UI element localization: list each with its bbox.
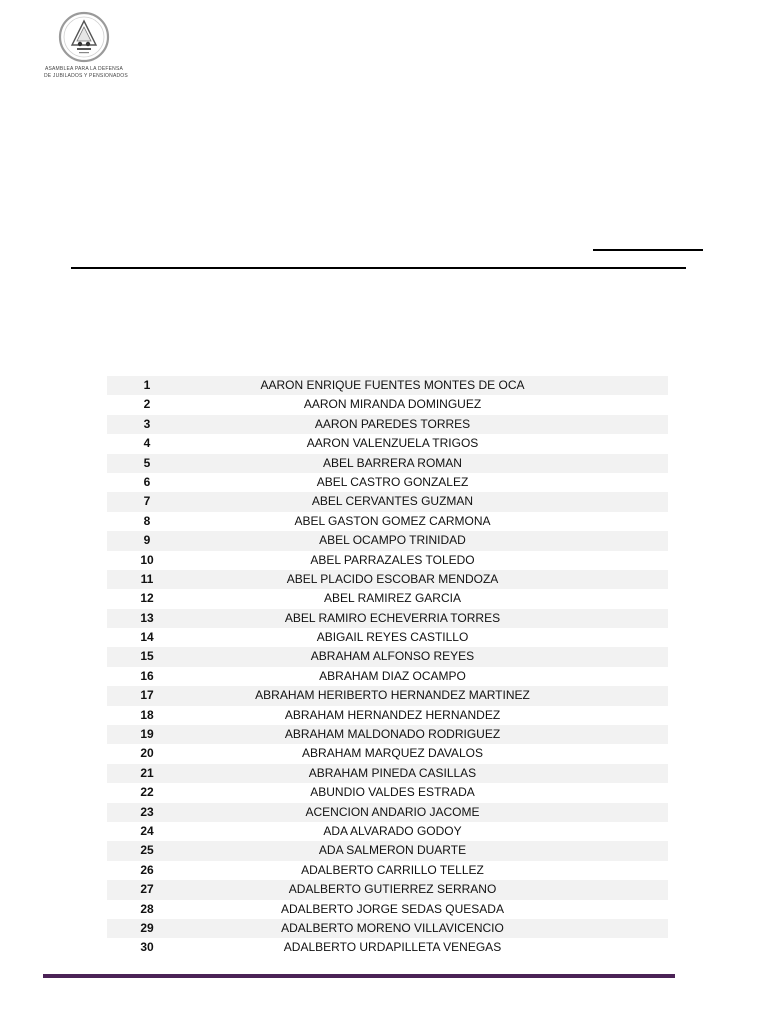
list-row bbox=[107, 570, 668, 589]
long-horizontal-rule bbox=[71, 267, 686, 269]
row-number: 9 bbox=[143, 533, 151, 548]
list-row bbox=[107, 551, 668, 570]
row-number: 24 bbox=[140, 823, 154, 838]
row-number: 25 bbox=[140, 843, 154, 858]
row-number: 22 bbox=[140, 785, 154, 800]
row-number: 7 bbox=[143, 494, 151, 509]
logo-text-line-2: DE JUBILADOS Y PENSIONADOS bbox=[44, 73, 128, 79]
row-number: 6 bbox=[143, 474, 151, 489]
organization-logo bbox=[44, 10, 128, 84]
row-number: 21 bbox=[140, 765, 154, 780]
list-row bbox=[107, 454, 668, 473]
row-name: AARON MIRANDA DOMINGUEZ bbox=[303, 397, 482, 412]
row-number: 3 bbox=[143, 416, 151, 431]
row-number: 27 bbox=[140, 882, 154, 897]
row-name: AARON PAREDES TORRES bbox=[314, 416, 471, 431]
list-row bbox=[107, 512, 668, 531]
row-name: ABEL OCAMPO TRINIDAD bbox=[319, 533, 466, 548]
list-row bbox=[107, 919, 668, 938]
row-number: 8 bbox=[143, 513, 151, 528]
row-name: ABRAHAM MARQUEZ DAVALOS bbox=[302, 746, 483, 761]
row-number: 17 bbox=[140, 688, 154, 703]
list-row bbox=[107, 531, 668, 550]
row-name: ADALBERTO CARRILLO TELLEZ bbox=[301, 862, 484, 877]
row-name: ABEL PLACIDO ESCOBAR MENDOZA bbox=[286, 571, 499, 586]
name-list bbox=[107, 376, 668, 958]
row-name: AARON ENRIQUE FUENTES MONTES DE OCA bbox=[260, 378, 525, 392]
row-number: 13 bbox=[140, 610, 154, 625]
list-row bbox=[107, 822, 668, 841]
row-number: 2 bbox=[143, 397, 151, 412]
row-number: 19 bbox=[140, 727, 154, 742]
row-name: ABRAHAM DIAZ OCAMPO bbox=[319, 668, 466, 683]
row-name: ADALBERTO GUTIERREZ SERRANO bbox=[288, 882, 497, 897]
row-name: ABEL GASTON GOMEZ CARMONA bbox=[294, 513, 491, 528]
list-row bbox=[107, 609, 668, 628]
row-name: ACENCION ANDARIO JACOME bbox=[305, 804, 480, 819]
row-number: 1 bbox=[143, 378, 151, 392]
list-row bbox=[107, 376, 668, 395]
list-row bbox=[107, 686, 668, 705]
row-number: 14 bbox=[140, 630, 154, 645]
row-name: ABUNDIO VALDES ESTRADA bbox=[310, 785, 475, 800]
row-number: 10 bbox=[140, 552, 154, 567]
row-number: 4 bbox=[143, 436, 151, 451]
list-row bbox=[107, 492, 668, 511]
list-row bbox=[107, 880, 668, 899]
row-number: 12 bbox=[140, 591, 154, 606]
row-name: ABRAHAM HERIBERTO HERNANDEZ MARTINEZ bbox=[255, 688, 530, 703]
row-name: ABEL CASTRO GONZALEZ bbox=[316, 474, 469, 489]
row-name: ABIGAIL REYES CASTILLO bbox=[316, 630, 469, 645]
row-number: 28 bbox=[140, 901, 154, 916]
row-number: 15 bbox=[140, 649, 154, 664]
row-name: ABEL BARRERA ROMAN bbox=[323, 455, 462, 470]
list-row bbox=[107, 628, 668, 647]
list-row bbox=[107, 803, 668, 822]
logo-emblem-icon bbox=[56, 10, 112, 64]
list-row bbox=[107, 647, 668, 666]
row-name: ABRAHAM HERNANDEZ HERNANDEZ bbox=[284, 707, 501, 722]
row-name: ADA SALMERON DUARTE bbox=[318, 843, 467, 858]
bottom-accent-line bbox=[43, 974, 675, 978]
list-row bbox=[107, 706, 668, 725]
list-row bbox=[107, 589, 668, 608]
list-row bbox=[107, 395, 668, 414]
list-row bbox=[107, 434, 668, 453]
row-name: ABEL PARRAZALES TOLEDO bbox=[310, 552, 475, 567]
row-name: ABEL RAMIREZ GARCIA bbox=[324, 591, 461, 606]
row-name: AARON VALENZUELA TRIGOS bbox=[306, 436, 479, 451]
list-row bbox=[107, 841, 668, 860]
list-row bbox=[107, 744, 668, 763]
row-name: ABRAHAM MALDONADO RODRIGUEZ bbox=[284, 727, 501, 742]
list-row bbox=[107, 725, 668, 744]
list-row bbox=[107, 764, 668, 783]
row-number: 26 bbox=[140, 862, 154, 877]
list-row bbox=[107, 900, 668, 919]
list-row bbox=[107, 938, 668, 957]
row-name: ABRAHAM ALFONSO REYES bbox=[310, 649, 475, 664]
short-horizontal-rule bbox=[593, 249, 703, 251]
row-name: ADALBERTO URDAPILLETA VENEGAS bbox=[283, 940, 502, 955]
list-row bbox=[107, 783, 668, 802]
row-name: ABEL CERVANTES GUZMAN bbox=[311, 494, 474, 509]
row-number: 29 bbox=[140, 920, 154, 935]
row-number: 18 bbox=[140, 707, 154, 722]
row-name: ADALBERTO MORENO VILLAVICENCIO bbox=[281, 920, 504, 935]
row-number: 23 bbox=[140, 804, 154, 819]
list-row bbox=[107, 473, 668, 492]
row-number: 30 bbox=[140, 940, 154, 955]
row-number: 16 bbox=[140, 668, 154, 683]
row-name: ABRAHAM PINEDA CASILLAS bbox=[308, 765, 477, 780]
list-row bbox=[107, 415, 668, 434]
row-number: 20 bbox=[140, 746, 154, 761]
row-number: 11 bbox=[140, 571, 154, 586]
list-row bbox=[107, 861, 668, 880]
row-name: ADALBERTO JORGE SEDAS QUESADA bbox=[281, 901, 504, 916]
row-number: 5 bbox=[143, 455, 151, 470]
row-name: ABEL RAMIRO ECHEVERRIA TORRES bbox=[284, 610, 501, 625]
logo-text-line-1: ASAMBLEA PARA LA DEFENSA bbox=[44, 66, 124, 72]
list-row bbox=[107, 667, 668, 686]
row-name: ADA ALVARADO GODOY bbox=[323, 823, 462, 838]
